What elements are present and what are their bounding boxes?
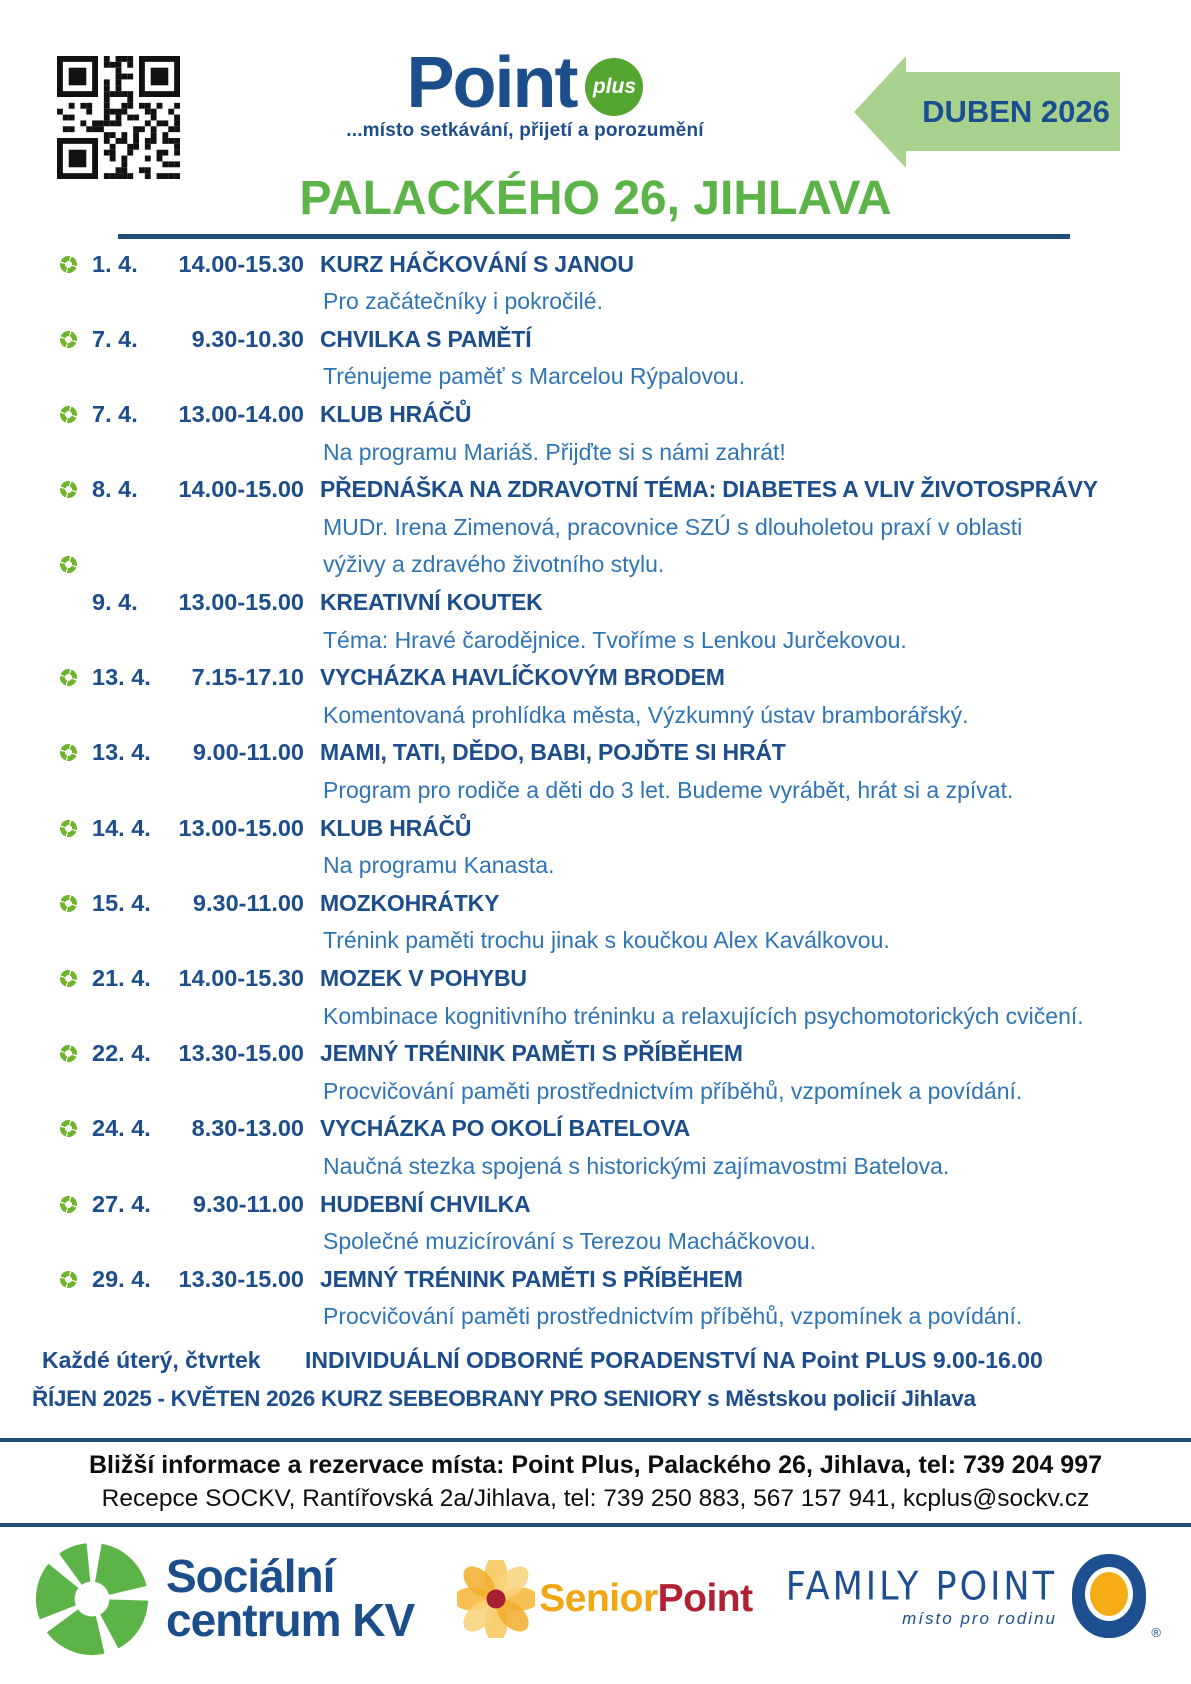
event-item	[0, 1035, 1191, 1110]
event-title-row	[0, 960, 1191, 998]
event-desc-row	[0, 697, 1191, 735]
event-time: 7.15-17.10	[191, 664, 304, 691]
event-bullet-icon	[56, 744, 92, 761]
event-title-row	[0, 245, 1191, 283]
event-title: MOZEK V POHYBU	[320, 964, 527, 991]
event-item	[0, 960, 1191, 1035]
event-title-row	[0, 584, 1191, 622]
event-title: KREATIVNÍ KOUTEK	[320, 589, 543, 616]
event-time: 13.00-14.00	[178, 401, 304, 428]
familypoint-egg-icon	[1071, 1553, 1161, 1644]
contact-info-secondary: Recepce SOCKV, Rantířovská 2a/Jihlava, tel: 739 250 883, 567 157 941, kcplus@sockv.cz	[101, 1484, 1090, 1512]
event-item	[0, 471, 1191, 584]
event-description: Komentovaná prohlídka města, Výzkumný ústav bramborářský.	[323, 701, 969, 728]
event-desc-row	[0, 1072, 1191, 1110]
event-desc-row	[0, 1298, 1191, 1336]
event-bullet-icon	[56, 406, 92, 423]
logo-tagline: ...místo setkávání, přijetí a porozumění	[346, 120, 704, 142]
event-date: 1. 4.	[92, 250, 138, 277]
event-description: Společné muzicírování s Terezou Macháčkovou.	[323, 1228, 817, 1255]
event-time: 13.30-15.00	[178, 1265, 304, 1292]
event-date: 9. 4.	[92, 589, 138, 616]
registered-mark: ®	[1151, 1625, 1161, 1641]
address-title: PALACKÉHO 26, JIHLAVA	[299, 172, 892, 225]
event-item	[0, 734, 1191, 809]
event-title: JEMNÝ TRÉNINK PAMĚTI S PŘÍBĚHEM	[320, 1040, 743, 1067]
event-time: 9.30-11.00	[192, 1190, 304, 1217]
event-description: Kombinace kognitivního tréninku a relaxujících psychomotorických cvičení.	[323, 1002, 1084, 1029]
event-bullet-icon	[56, 481, 92, 498]
event-item	[0, 1110, 1191, 1185]
seniorpoint-flower-icon	[457, 1560, 535, 1638]
event-time: 14.00-15.00	[178, 476, 304, 503]
event-desc-row	[0, 772, 1191, 810]
weekly-note	[0, 1342, 1191, 1380]
event-desc-row	[0, 922, 1191, 960]
event-title: KURZ HÁČKOVÁNÍ S JANOU	[320, 250, 634, 277]
event-item	[0, 321, 1191, 396]
event-date: 7. 4.	[92, 325, 138, 352]
event-bullet-icon	[56, 895, 92, 912]
event-description: Procvičování paměti prostřednictvím příběhů, vzpomínek a povídání.	[323, 1303, 1023, 1330]
event-date: 22. 4.	[92, 1040, 151, 1067]
event-time: 9.30-10.30	[191, 325, 304, 352]
event-date: 29. 4.	[92, 1265, 151, 1292]
event-title: JEMNÝ TRÉNINK PAMĚTI S PŘÍBĚHEM	[320, 1265, 743, 1292]
event-time: 13.30-15.00	[178, 1040, 304, 1067]
seniorpoint-logo	[457, 1560, 752, 1638]
event-bullet-icon	[56, 1271, 92, 1288]
event-bullet-icon	[56, 256, 92, 273]
event-time: 14.00-15.30	[178, 964, 304, 991]
month-banner	[854, 56, 1120, 168]
event-title-row	[0, 1185, 1191, 1223]
event-bullet-icon	[56, 331, 92, 348]
event-bullet-icon	[56, 556, 92, 573]
event-title: CHVILKA S PAMĚTÍ	[320, 325, 532, 352]
event-description: MUDr. Irena Zimenová, pracovnice SZÚ s dlouholetou praxí v oblasti	[323, 513, 1023, 540]
event-title: PŘEDNÁŠKA NA ZDRAVOTNÍ TÉMA: DIABETES A VLIV ŽIVOTOSPRÁVY	[320, 476, 1098, 503]
event-time: 8.30-13.00	[191, 1115, 304, 1142]
event-title-row	[0, 1260, 1191, 1298]
event-description: Trénujeme paměť s Marcelou Rýpalovou.	[323, 363, 745, 390]
event-description: Téma: Hravé čarodějnice. Tvoříme s Lenkou Jurčekovou.	[323, 626, 907, 653]
event-title: HUDEBNÍ CHVILKA	[320, 1190, 531, 1217]
event-description: Na programu Mariáš. Přijďte si s námi zahrát!	[323, 438, 786, 465]
event-desc-row	[0, 433, 1191, 471]
event-date: 21. 4.	[92, 964, 151, 991]
event-desc-row	[0, 847, 1191, 885]
event-description: Program pro rodiče a děti do 3 let. Budeme vyrábět, hrát si a zpívat.	[323, 777, 1014, 803]
contact-info-primary: Bližší informace a rezervace místa: Point Plus, Palackého 26, Jihlava, tel: 739 204 997	[88, 1450, 1102, 1479]
event-item	[0, 1185, 1191, 1260]
event-title-row	[0, 321, 1191, 359]
event-date: 8. 4.	[92, 476, 138, 503]
social-centrum-logo	[34, 1541, 414, 1657]
event-time: 13.00-15.00	[178, 814, 304, 841]
weekly-note-text: INDIVIDUÁLNÍ ODBORNÉ PORADENSTVÍ NA Point PLUS 9.00-16.00	[305, 1347, 1043, 1374]
social-centrum-wheel-icon	[34, 1541, 150, 1657]
event-desc-row	[0, 1223, 1191, 1261]
event-title-row	[0, 884, 1191, 922]
event-title-row	[0, 659, 1191, 697]
logo-wordmark: Point	[406, 43, 577, 123]
event-title: KLUB HRÁČŮ	[320, 814, 472, 841]
familypoint-logo	[785, 1553, 1161, 1644]
weekly-note-label: Každé úterý, čtvrtek	[42, 1347, 261, 1374]
event-item	[0, 1260, 1191, 1335]
plus-badge-label: plus	[592, 75, 637, 99]
event-desc-row	[0, 1148, 1191, 1186]
familypoint-subtitle: místo pro rodinu	[902, 1609, 1057, 1629]
month-label: DUBEN 2026	[922, 93, 1110, 129]
event-item	[0, 245, 1191, 320]
event-date: 27. 4.	[92, 1190, 151, 1217]
seniorpoint-label-point: Point	[657, 1576, 753, 1620]
event-date: 13. 4.	[92, 739, 151, 766]
title-divider	[118, 234, 1070, 239]
event-bullet-icon	[56, 820, 92, 837]
event-time: 9.00-11.00	[192, 739, 304, 766]
event-title-row	[0, 1035, 1191, 1073]
event-title: VYCHÁZKA HAVLÍČKOVÝM BRODEM	[320, 664, 725, 691]
social-centrum-line1: Sociální	[166, 1549, 335, 1602]
plus-badge-icon	[585, 58, 643, 116]
pointplus-logo	[330, 43, 720, 142]
event-desc-row	[0, 358, 1191, 396]
event-bullet-icon	[56, 1120, 92, 1137]
event-title-row	[0, 734, 1191, 772]
event-desc-row	[0, 621, 1191, 659]
event-bullet-icon	[56, 1045, 92, 1062]
event-date: 14. 4.	[92, 814, 151, 841]
event-time: 13.00-15.00	[178, 589, 304, 616]
event-description: Naučná stezka spojená s historickými zajímavostmi Batelova.	[323, 1152, 950, 1179]
event-desc-row	[0, 997, 1191, 1035]
event-description: Na programu Kanasta.	[323, 852, 555, 879]
event-item	[0, 584, 1191, 659]
event-title-row	[0, 471, 1191, 509]
event-title: MAMI, TATI, DĚDO, BABI, POJĎTE SI HRÁT	[320, 739, 786, 766]
event-description: Pro začátečníky i pokročilé.	[323, 288, 603, 315]
event-list	[0, 245, 1191, 1335]
event-date: 15. 4.	[92, 889, 151, 916]
footer-divider-top	[0, 1438, 1191, 1442]
event-desc-row	[0, 546, 1191, 584]
event-title: KLUB HRÁČŮ	[320, 401, 472, 428]
event-bullet-icon	[56, 669, 92, 686]
event-bullet-icon	[56, 970, 92, 987]
event-title-row	[0, 1110, 1191, 1148]
event-item	[0, 659, 1191, 734]
event-date: 13. 4.	[92, 664, 151, 691]
seniorpoint-label-senior: Senior	[539, 1576, 658, 1620]
event-item	[0, 884, 1191, 959]
event-title-row	[0, 396, 1191, 434]
event-bullet-icon	[56, 1196, 92, 1213]
event-time: 9.30-11.00	[192, 889, 304, 916]
seniorpoint-label	[539, 1577, 752, 1621]
event-date: 7. 4.	[92, 401, 138, 428]
event-title: MOZKOHRÁTKY	[320, 889, 500, 916]
course-note: ŘÍJEN 2025 - KVĚTEN 2026 KURZ SEBEOBRANY PRO SENIORY s Městskou policií Jihlava	[32, 1385, 976, 1411]
partner-logos	[0, 1527, 1191, 1657]
event-description: Trénink paměti trochu jinak s koučkou Alex Kaválkovou.	[323, 927, 890, 954]
event-title: VYCHÁZKA PO OKOLÍ BATELOVA	[320, 1115, 691, 1142]
event-title-row	[0, 809, 1191, 847]
event-date: 24. 4.	[92, 1115, 151, 1142]
event-description: výživy a zdravého životního stylu.	[323, 551, 665, 578]
social-centrum-label	[166, 1549, 415, 1646]
qr-code-icon	[57, 56, 180, 179]
event-item	[0, 809, 1191, 884]
event-desc-row	[0, 283, 1191, 321]
event-description: Procvičování paměti prostřednictvím příběhů, vzpomínek a povídání.	[323, 1077, 1023, 1104]
event-time: 14.00-15.30	[178, 250, 304, 277]
social-centrum-line2: centrum KV	[166, 1593, 415, 1646]
familypoint-label: FAMILY POINT	[785, 1564, 1057, 1610]
event-item	[0, 396, 1191, 471]
event-desc-row	[0, 509, 1191, 547]
flyer-header	[0, 0, 1191, 172]
